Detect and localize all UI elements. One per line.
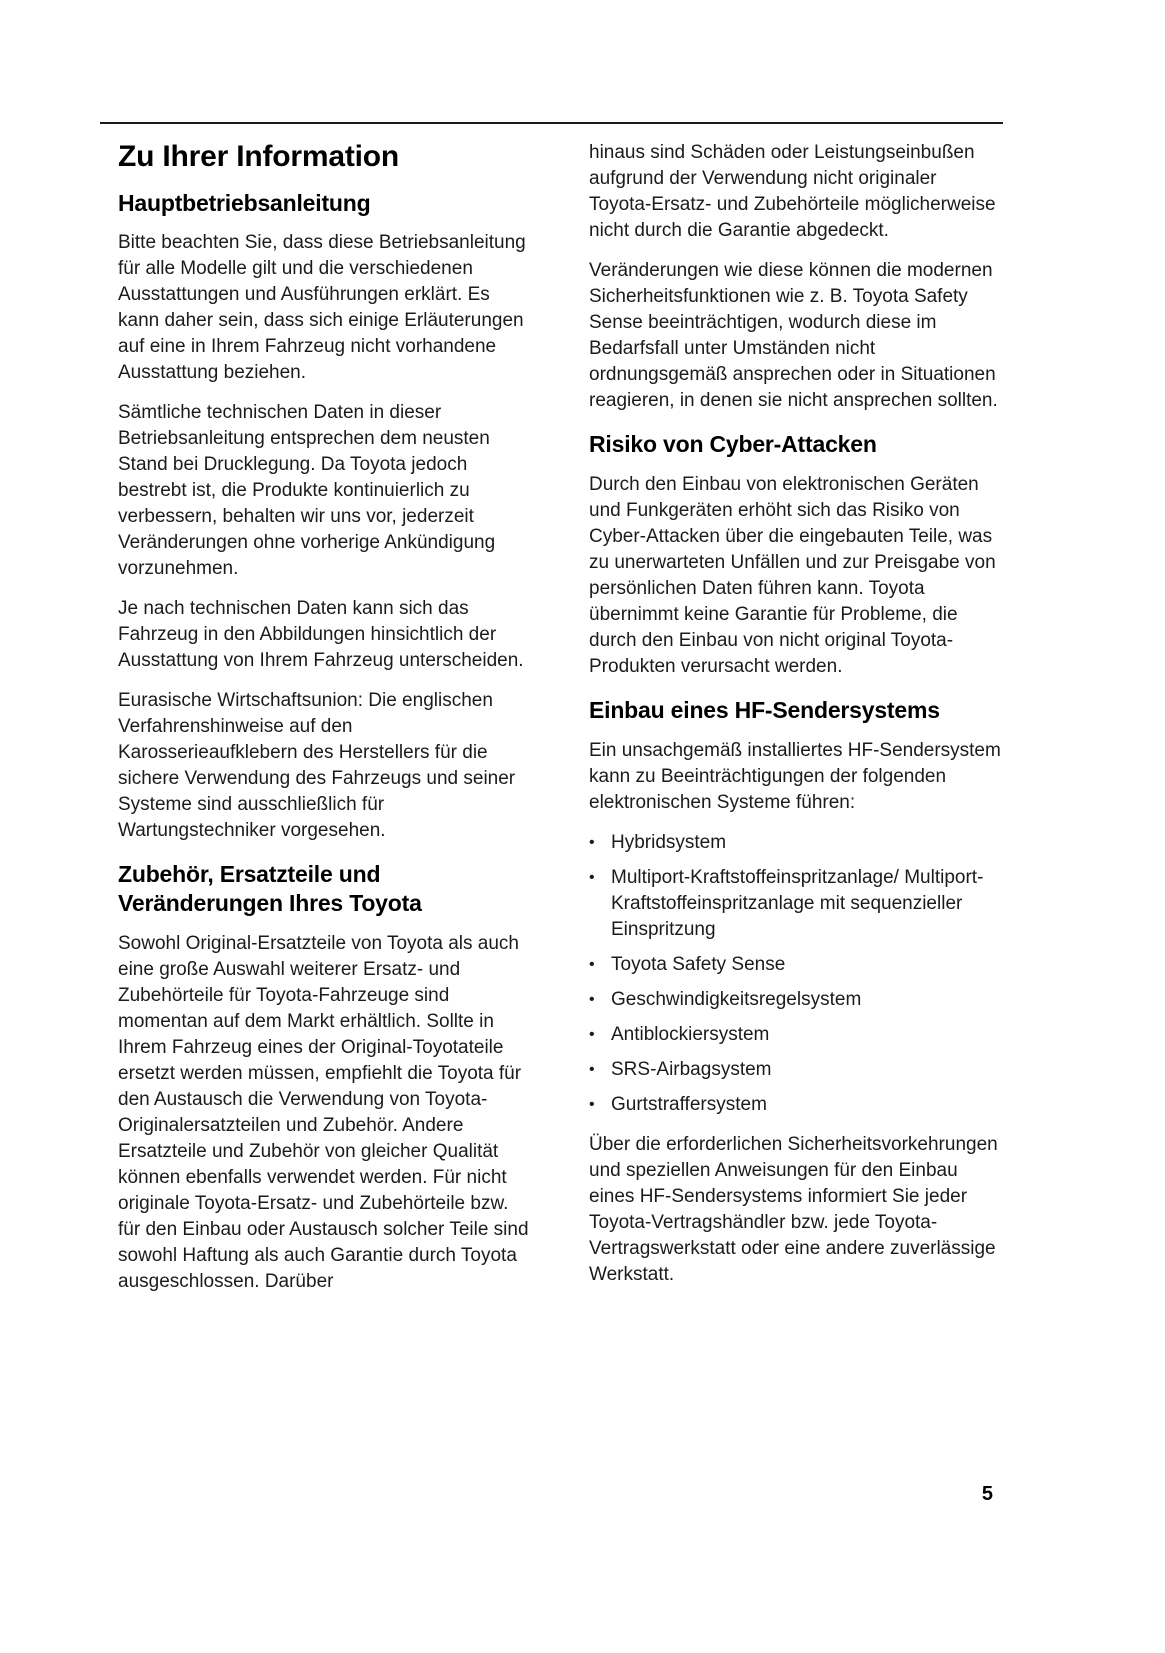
bullet-icon: • <box>589 990 595 1008</box>
paragraph: Durch den Einbau von elektronischen Geräten und Funkgeräten erhöht sich das Risiko von Cyber-Attacken über die eingebauten Teile, was zu unerwarteten Unfällen und zur Preisgabe von persönlichen Daten führen kann. Toyota übernimmt keine Garantie für Probleme, die durch den Einbau von nicht original Toyota-Produkten verursacht werden. <box>589 473 996 677</box>
paragraph: Eurasische Wirtschaftsunion: Die englischen Verfahrenshinweise auf den Karosserieaufklebern des Herstellers für die sichere Verwendung des Fahrzeugs und seiner Systeme sind ausschließlich für Wartungstechniker vorgesehen. <box>118 690 516 842</box>
bullet-icon: • <box>589 868 595 886</box>
list-item-text: Antiblockiersystem <box>611 1023 770 1045</box>
paragraph: Bitte beachten Sie, dass diese Betriebsanleitung für alle Modelle gilt und die verschiedenen Ausstattungen und Ausführungen erklärt. Es kann daher sein, dass sich einige Erläuterungen auf eine in Ihrem Fahrzeug nicht vorhandene Ausstattung beziehen. <box>118 232 526 384</box>
list-item <box>589 1022 1002 1048</box>
top-rule <box>100 122 1003 124</box>
list-item <box>589 865 1002 943</box>
list-item <box>589 1057 1002 1083</box>
page-content <box>118 140 1002 1309</box>
paragraph: Je nach technischen Daten kann sich das Fahrzeug in den Abbildungen hinsichtlich der Ausstattung von Ihrem Fahrzeug unterscheiden. <box>118 598 524 672</box>
bullet-icon: • <box>589 1060 595 1078</box>
page-title: Zu Ihrer Information <box>118 140 400 173</box>
paragraph: Ein unsachgemäß installiertes HF-Sendersystem kann zu Beeinträchtigungen der folgenden elektronischen Systeme führen: <box>589 739 1001 813</box>
page-number: 5 <box>981 1483 993 1505</box>
bullet-icon: • <box>589 1095 595 1113</box>
list-item-text: Toyota Safety Sense <box>611 953 786 975</box>
right-column <box>589 140 1002 1309</box>
list-item-text: Hybridsystem <box>611 831 727 853</box>
paragraph: Über die erforderlichen Sicherheitsvorkehrungen und speziellen Anweisungen für den Einbau eines HF-Sendersystems informiert Sie jeder Toyota-Vertragshändler bzw. jede Toyota-Vertragswerkstatt oder eine andere zuverlässige Werkstatt. <box>589 1133 998 1285</box>
section-heading-hauptbetriebsanleitung: Hauptbetriebsanleitung <box>118 189 371 216</box>
section-heading-hf-sendersystem: Einbau eines HF-Sendersystems <box>589 696 940 723</box>
paragraph: Sämtliche technischen Daten in dieser Betriebsanleitung entsprechen dem neusten Stand bei Drucklegung. Da Toyota jedoch bestrebt ist, die Produkte kontinuierlich zu verbessern, behalten wir uns vor, jederzeit Veränderungen ohne vorherige Ankündigung vorzunehmen. <box>118 402 496 580</box>
bullet-icon: • <box>589 833 595 851</box>
list-item-text: Gurtstraffersystem <box>611 1093 767 1115</box>
list-item <box>589 1092 1002 1118</box>
list-item-text: Multiport-Kraftstoffeinspritzanlage/ Multiport-Kraftstoffeinspritzanlage mit sequenzieller Einspritzung <box>611 866 984 940</box>
paragraph: hinaus sind Schäden oder Leistungseinbußen aufgrund der Verwendung nicht originaler Toyota-Ersatz- und Zubehörteile möglicherweise nicht durch die Garantie abgedeckt. <box>589 142 996 241</box>
section-heading-cyber-attacken: Risiko von Cyber-Attacken <box>589 431 877 457</box>
section-heading-zubehoer: Zubehör, Ersatzteile und Veränderungen Ihres Toyota <box>118 861 422 916</box>
bullet-list <box>589 830 1002 1118</box>
list-item <box>589 987 1002 1013</box>
list-item <box>589 830 1002 856</box>
list-item-text: SRS-Airbagsystem <box>611 1058 772 1080</box>
bullet-icon: • <box>589 955 595 973</box>
bullet-icon: • <box>589 1025 595 1043</box>
list-item <box>589 952 1002 978</box>
paragraph: Veränderungen wie diese können die modernen Sicherheitsfunktionen wie z. B. Toyota Safety Sense beeinträchtigen, wodurch diese im Bedarfsfall unter Umständen nicht ordnungsgemäß ansprechen oder in Situationen reagieren, in denen sie nicht ansprechen sollten. <box>589 260 998 411</box>
left-column <box>118 140 531 1309</box>
paragraph: Sowohl Original-Ersatzteile von Toyota als auch eine große Auswahl weiterer Ersatz- und Zubehörteile für Toyota-Fahrzeuge sind momentan auf dem Markt erhältlich. Sollte in Ihrem Fahrzeug eines der Original-Toyotateile ersetzt werden müssen, empfiehlt die Toyota für den Austausch die Verwendung von Toyota-Originalersatzteilen und Zubehör. Andere Ersatzteile und Zubehör von gleicher Qualität können ebenfalls verwendet werden. Für nicht originale Toyota-Ersatz- und Zubehörteile bzw. für den Einbau oder Austausch solcher Teile sind sowohl Haftung als auch Garantie durch Toyota ausgeschlossen. Darüber <box>118 932 529 1292</box>
list-item-text: Geschwindigkeitsregelsystem <box>611 988 862 1010</box>
